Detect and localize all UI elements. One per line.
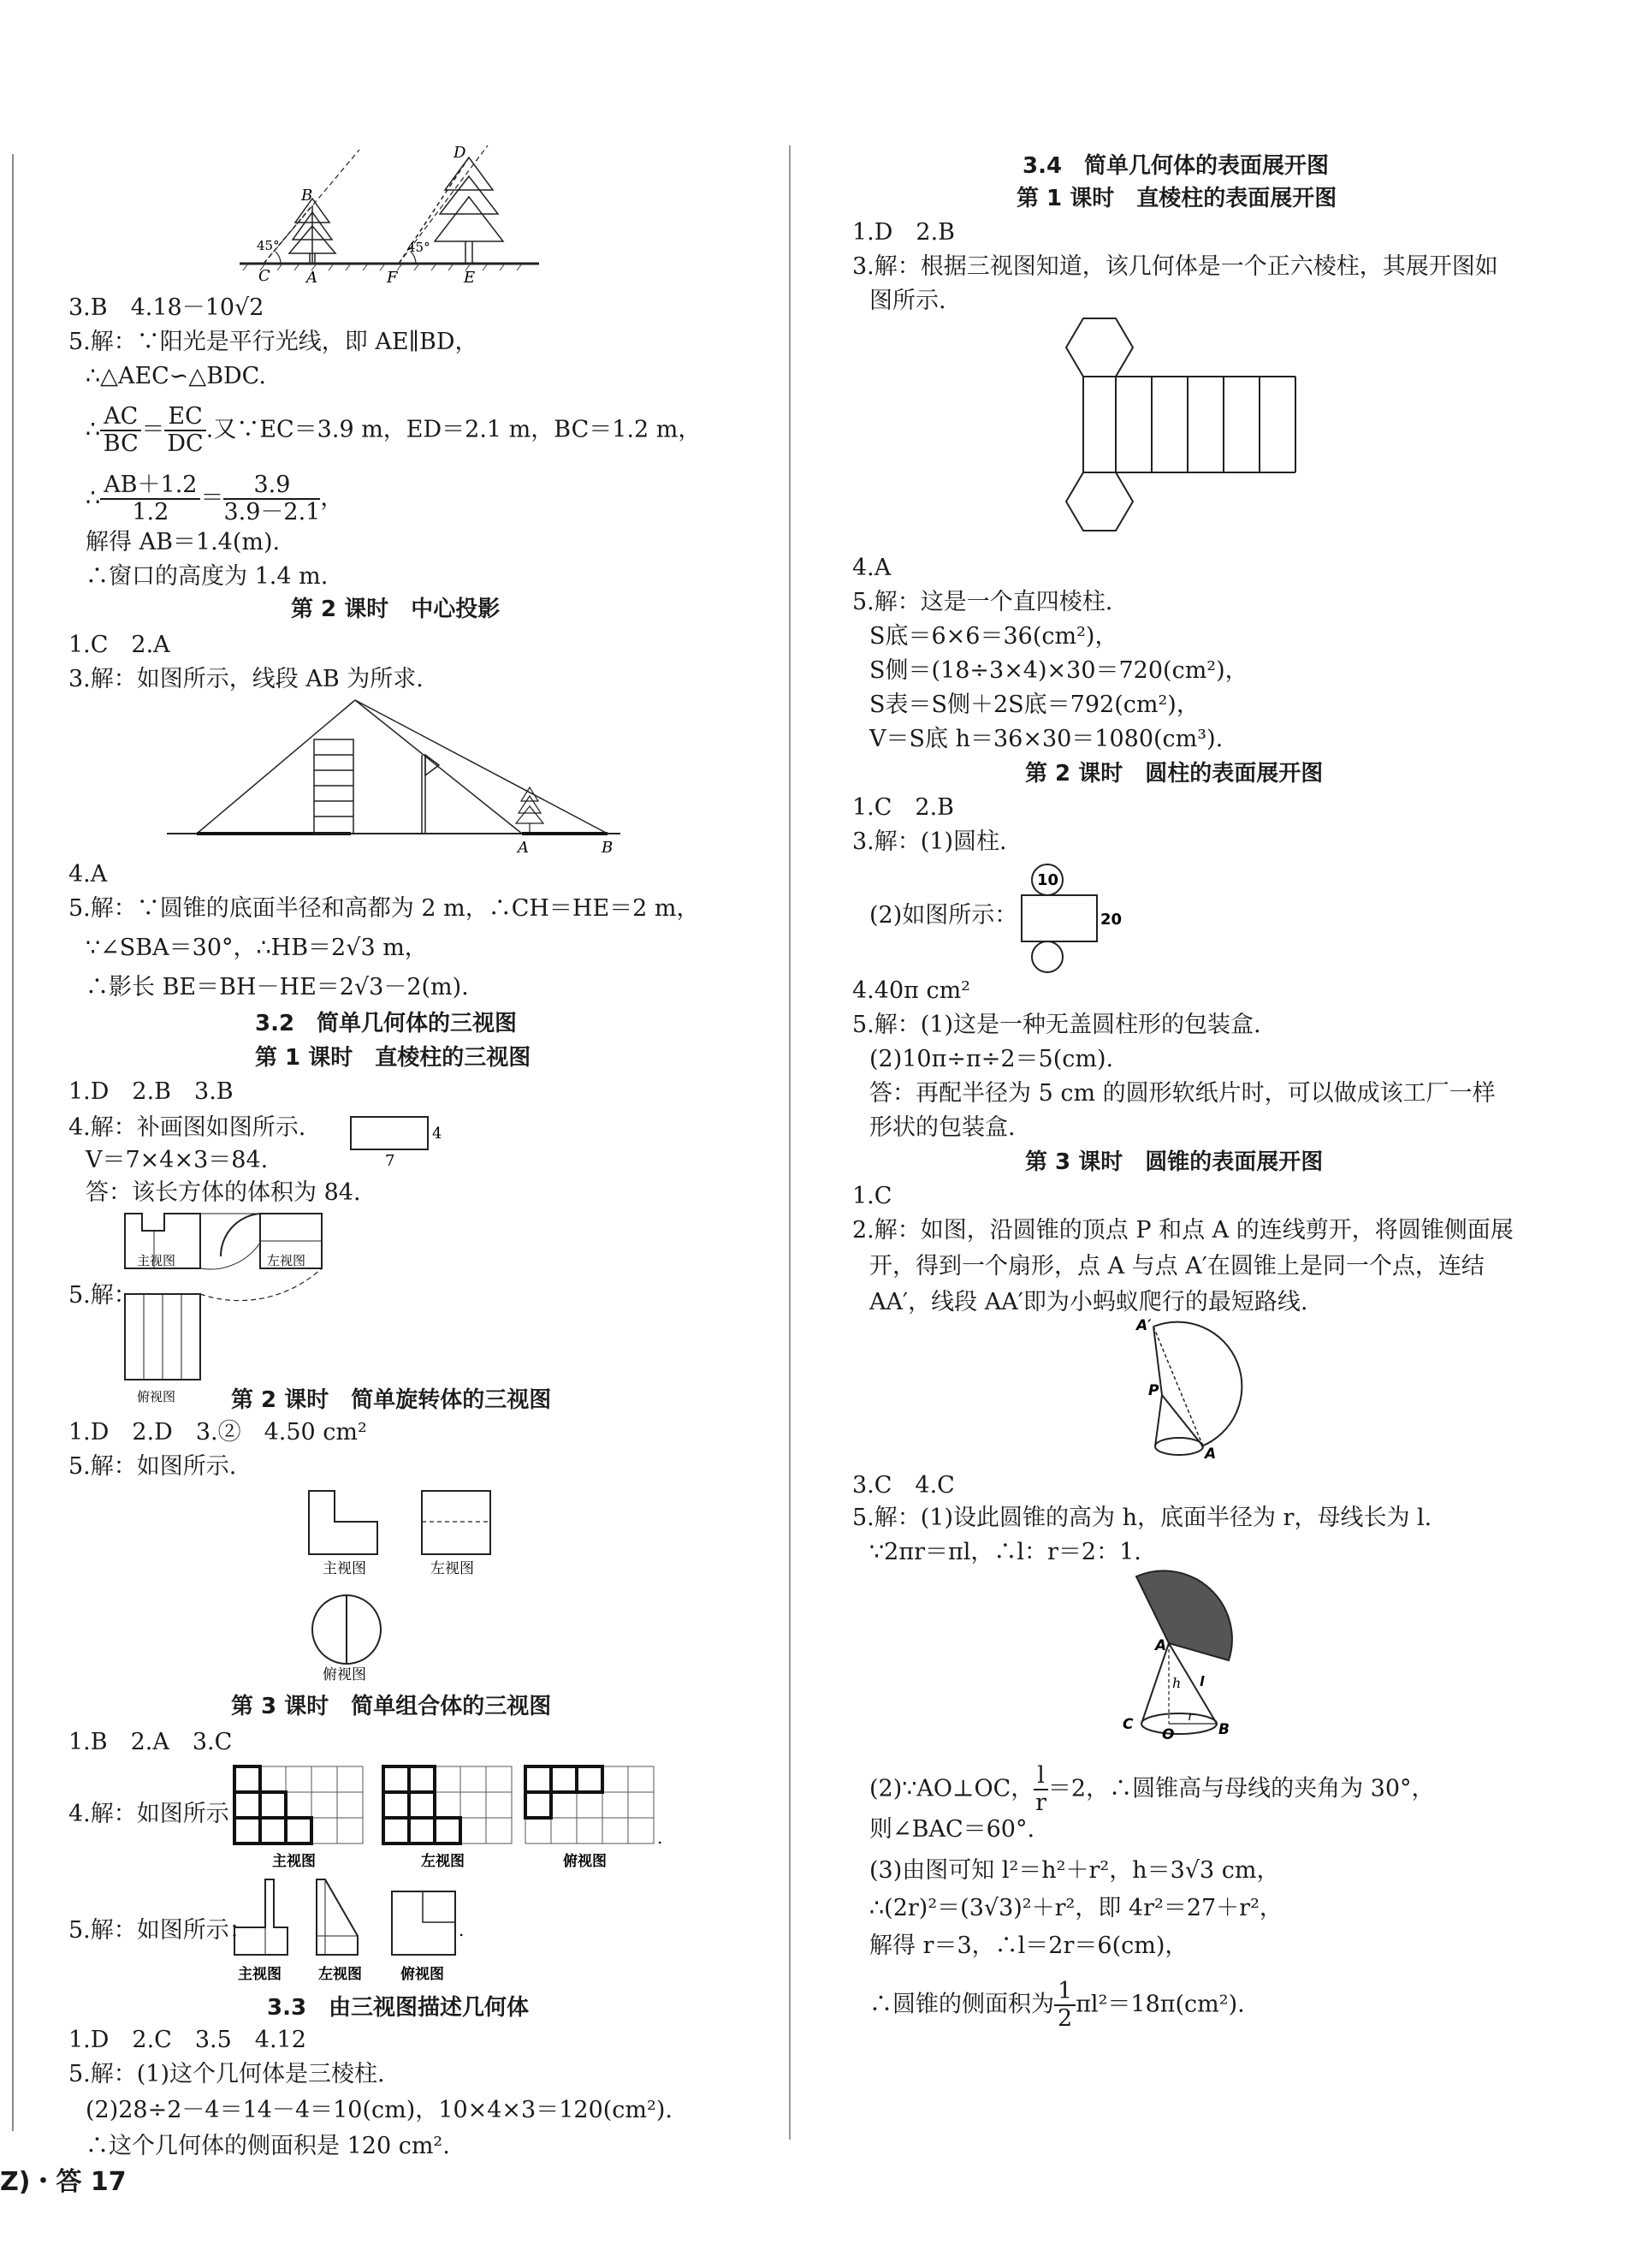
left-line-06: 解得 AB＝1.4(m). <box>86 529 281 555</box>
figure-three-views-q5 <box>120 1208 334 1404</box>
cone-label-A1: A′ <box>1136 1317 1152 1334</box>
right-line-24: ∵2πr＝πl，∴l：r＝2：1. <box>869 1539 1141 1565</box>
grid-period: . <box>657 1827 663 1848</box>
label-B-central: B <box>602 839 614 857</box>
lab-main-comp: 主视图 <box>238 1966 282 1983</box>
cone2-label-r: r <box>1188 1708 1194 1724</box>
heading-prism-views: 第 1 课时 直棱柱的三视图 <box>255 1045 531 1071</box>
cone2-label-B: B <box>1218 1721 1230 1738</box>
fraction-39: $\frac{3.9}{3.9-2.1}$ <box>223 472 321 525</box>
left-line-24: 1.D 2.C 3.5 4.12 <box>68 2027 306 2053</box>
label-A-central: A <box>518 839 529 857</box>
right-line-09: V＝S底 h＝36×30＝1080(cm³). <box>869 726 1224 752</box>
wall-with-flag <box>422 755 439 834</box>
cone2-label-A: A <box>1155 1637 1167 1654</box>
cyl-dim-20: 20 <box>1100 911 1123 929</box>
angle-45-right: 45° <box>407 240 430 255</box>
left-line-13: ∴影长 BE＝BH－HE＝2√3－2(m). <box>86 974 469 1000</box>
left-line-26: (2)28÷2－4＝14－4＝10(cm)，10×4×3＝120(cm²). <box>86 2097 673 2123</box>
heading-prism-net: 第 1 课时 直棱柱的表面展开图 <box>1017 186 1337 211</box>
right-line-13: 4.40π cm² <box>852 977 970 1004</box>
heading-central-projection: 第 2 课时 中心投影 <box>291 597 501 622</box>
lab-main-rot: 主视图 <box>323 1560 366 1577</box>
ladder-building <box>314 739 353 834</box>
label-C: C <box>258 267 270 285</box>
right-line-01: 1.D 2.B <box>852 219 956 246</box>
figure-cone-ant-path <box>1126 1316 1263 1470</box>
right-line-23: 5.解：(1)设此圆锥的高为 h，底面半径为 r，母线长为 l. <box>852 1505 1432 1531</box>
right-line-11: 3.解：(1)圆柱. <box>852 828 1007 855</box>
label-F: F <box>387 269 398 287</box>
right-line-07: S侧＝(18÷3×4)×30＝720(cm²)， <box>869 657 1248 684</box>
heading-3-4: 3.4 简单几何体的表面展开图 <box>1023 153 1330 179</box>
left-line-27: ∴这个几何体的侧面积是 120 cm². <box>86 2133 450 2159</box>
shaded-sector <box>1136 1570 1232 1660</box>
left-line-17: 答：该长方体的体积为 84. <box>86 1179 361 1206</box>
cone-label-A: A <box>1205 1446 1217 1463</box>
figure-cylinder-net <box>1015 859 1135 979</box>
cone2-label-l: l <box>1200 1673 1205 1689</box>
right-line-19: 2.解：如图，沿圆锥的顶点 P 和点 A 的连线剪开，将圆锥侧面展 <box>852 1217 1514 1244</box>
composite-period: . <box>459 1920 465 1940</box>
cone2-label-C: C <box>1123 1716 1134 1733</box>
cone2-label-O: O <box>1162 1726 1175 1743</box>
lab-top-comp: 俯视图 <box>400 1966 444 1983</box>
right-line-30: ∴圆锥的侧面积为 $\frac{1}{2}$ πl²＝18π(cm²). <box>869 1978 1245 2032</box>
left-line-12: ∵∠SBA＝30°，∴HB＝2√3 m， <box>86 935 428 961</box>
right-line-18: 1.C <box>852 1183 892 1209</box>
small-tree-2 <box>516 787 543 834</box>
left-line-10: 4.A <box>68 861 108 888</box>
left-line-20: 5.解：如图所示. <box>68 1453 237 1480</box>
lab-top-q5: 俯视图 <box>137 1389 176 1404</box>
right-line-27: (3)由图可知 l²＝h²＋r²，h＝3√3 cm， <box>869 1857 1280 1884</box>
left-line-22: 4.解：如图所示： <box>68 1801 252 1827</box>
right-line-22: 3.C 4.C <box>852 1472 955 1499</box>
right-line-08: S表＝S侧＋2S底＝792(cm²)， <box>869 692 1200 718</box>
figure-composite-views <box>229 1874 469 1986</box>
right-line-02: 3.解：根据三视图知道，该几何体是一个正六棱柱，其展开图如 <box>852 253 1498 280</box>
label-D: D <box>453 144 466 162</box>
left-line-05: ∴ $\frac{AB+1.2}{1.2}$ ＝ $\frac{3.9}{3.9-2.1}$ ， <box>86 472 344 525</box>
left-line-25: 5.解：(1)这个几何体是三棱柱. <box>68 2061 385 2087</box>
lab-left-q5: 左视图 <box>267 1253 306 1268</box>
figure-rotation-views <box>304 1486 509 1683</box>
heading-rotation-views: 第 2 课时 简单旋转体的三视图 <box>231 1387 552 1413</box>
cone2-label-h: h <box>1172 1675 1182 1691</box>
label-A: A <box>306 269 317 287</box>
figure-grid-views <box>229 1761 674 1873</box>
right-line-28: ∴(2r)²＝(3√3)²＋r²，即 4r²＝27＋r²， <box>869 1895 1283 1921</box>
figure-central-projection <box>167 695 629 858</box>
right-line-20: 开，得到一个扇形，点 A 与点 A′在圆锥上是同一个点，连结 <box>869 1253 1485 1279</box>
lab-main-q5: 主视图 <box>137 1253 176 1268</box>
left-margin-bar <box>12 154 14 2131</box>
left-line-07: ∴窗口的高度为 1.4 m. <box>86 563 329 590</box>
left-line-16: V＝7×4×3＝84. <box>86 1147 269 1173</box>
figure-cone-sector <box>1117 1568 1263 1743</box>
fraction-l-r: $\frac{l}{r}$ <box>1035 1762 1047 1816</box>
fraction-half: $\frac{1}{2}$ <box>1054 1979 1076 2032</box>
heading-cylinder-net: 第 2 课时 圆柱的表面展开图 <box>1025 761 1324 787</box>
left-line-18: 5.解： <box>68 1282 137 1309</box>
cyl-dim-10: 10 <box>1037 871 1059 889</box>
right-line-17: 形状的包装盒. <box>869 1114 1016 1141</box>
right-line-16: 答：再配半径为 5 cm 的圆形软纸片时，可以做成该工厂一样 <box>869 1080 1496 1107</box>
page-footer: Z)・答 17 <box>0 2167 127 2197</box>
right-line-04: 4.A <box>852 555 892 581</box>
dim-4: 4 <box>432 1125 442 1143</box>
left-line-03: ∴△AEC∽△BDC. <box>86 363 266 389</box>
right-line-14: 5.解：(1)这是一种无盖圆柱形的包装盒. <box>852 1012 1261 1038</box>
big-tree <box>435 157 503 264</box>
left-line-21: 1.B 2.A 3.C <box>68 1729 233 1755</box>
figure-hex-prism-net <box>1063 315 1302 546</box>
left-line-04: ∴ $\frac{AC}{BC}$ ＝ $\frac{EC}{DC}$ .又∵EC＝3.9 m，ED＝2.1 m，BC＝1.2 m， <box>86 403 702 457</box>
lab-top-rot: 俯视图 <box>323 1666 366 1683</box>
left-line-02: 5.解：∵阳光是平行光线，即 AE∥BD， <box>68 329 478 355</box>
left-line-08: 1.C 2.A <box>68 632 170 658</box>
right-line-25: (2)∵AO⊥OC， $\frac{l}{r}$ ＝2，∴圆锥高与母线的夹角为 30°， <box>869 1762 1435 1816</box>
left-line-23: 5.解：如图所示： <box>68 1917 252 1944</box>
lab-top-grid: 俯视图 <box>563 1853 607 1870</box>
left-line-19: 1.D 2.D 3.② 4.50 cm² <box>68 1419 367 1446</box>
right-line-21: AA′，线段 AA′即为小蚂蚁爬行的最短路线. <box>869 1289 1308 1315</box>
right-line-26: 则∠BAC＝60°. <box>869 1816 1035 1843</box>
right-line-15: (2)10π÷π÷2＝5(cm). <box>869 1046 1114 1072</box>
right-line-06: S底＝6×6＝36(cm²)， <box>869 623 1118 650</box>
label-E: E <box>464 269 476 287</box>
fraction-ec-dc: $\frac{EC}{DC}$ <box>164 404 205 457</box>
lab-left-rot: 左视图 <box>430 1560 474 1577</box>
left-line-09: 3.解：如图所示，线段 AB 为所求. <box>68 666 424 692</box>
right-line-12: (2)如图所示： <box>869 902 1018 929</box>
angle-45-left: 45° <box>257 238 280 253</box>
right-line-29: 解得 r＝3，∴l＝2r＝6(cm)， <box>869 1933 1189 1959</box>
right-line-10: 1.C 2.B <box>852 794 955 821</box>
lab-main-grid: 主视图 <box>272 1853 316 1870</box>
heading-3-2: 3.2 简单几何体的三视图 <box>255 1011 518 1036</box>
left-line-11: 5.解：∵圆锥的底面半径和高都为 2 m，∴CH＝HE＝2 m， <box>68 895 700 922</box>
left-line-14: 1.D 2.B 3.B <box>68 1078 234 1105</box>
right-line-03: 图所示. <box>869 288 946 314</box>
heading-3-3: 3.3 由三视图描述几何体 <box>267 1995 530 2021</box>
heading-cone-net: 第 3 课时 圆锥的表面展开图 <box>1025 1149 1324 1175</box>
right-line-05: 5.解：这是一个直四棱柱. <box>852 589 1113 615</box>
fraction-ac-bc: $\frac{AC}{BC}$ <box>100 404 141 457</box>
fraction-ab: $\frac{AB+1.2}{1.2}$ <box>100 472 200 525</box>
lab-left-grid: 左视图 <box>421 1853 465 1870</box>
dim-7: 7 <box>385 1152 395 1170</box>
therefore-sign: ∴ <box>86 416 101 443</box>
column-divider <box>789 145 791 2140</box>
left-line-01: 3.B 4.18－10√2 <box>68 294 264 321</box>
label-B: B <box>301 187 313 205</box>
left-line-15: 4.解：补画图如图所示. <box>68 1114 306 1141</box>
figure-rectangle-7x4 <box>347 1113 449 1173</box>
figure-parallel-light <box>240 145 548 287</box>
cone-label-P: P <box>1148 1382 1159 1399</box>
heading-composite-views: 第 3 课时 简单组合体的三视图 <box>231 1694 552 1719</box>
lab-left-comp: 左视图 <box>318 1966 362 1983</box>
